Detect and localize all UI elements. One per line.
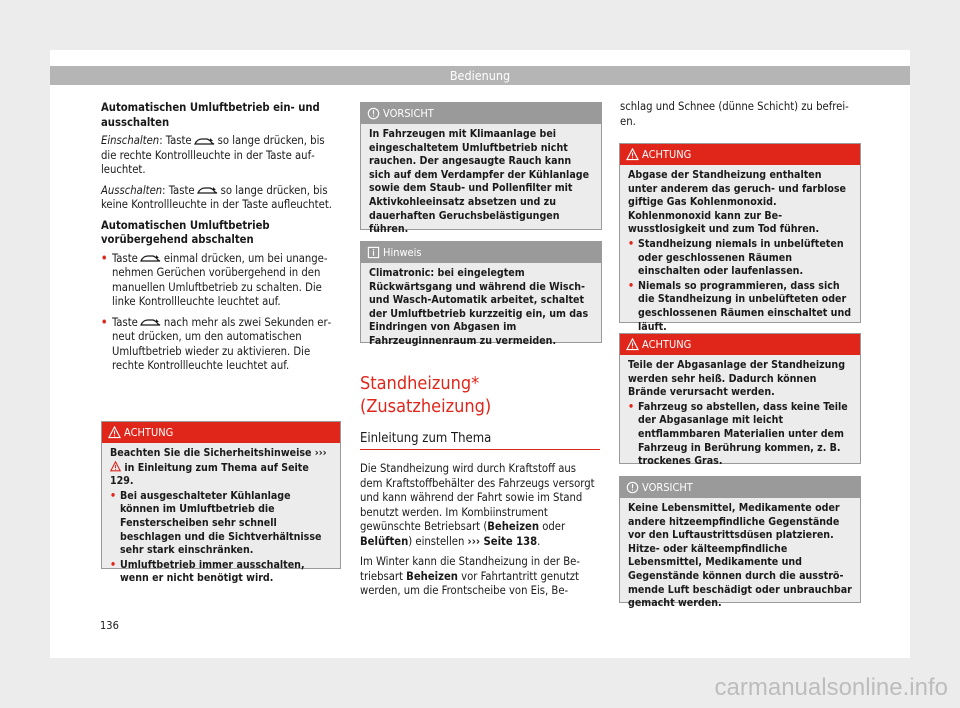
recirculation-car-icon bbox=[197, 186, 219, 195]
recirculation-car-icon bbox=[140, 318, 162, 327]
info-circle-icon bbox=[367, 107, 380, 120]
caution-text: Keine Lebensmittel, Medikamente oder andere hitzeempfindliche Gegenstände vor den Luftaustrittsdüsen platzieren. Hitze- oder kälteempfindliche Lebensmittel, Medikamente und Gegenstände können durch die ausströmende Luft beschädigt oder unbrauchbar gemacht werden. bbox=[628, 502, 852, 610]
warning-text: Abgase der Standheizung enthalten unter anderem das geruch- und farblose giftige Gas Kohlenmonoxid. Kohlenmonoxid kann zur Bewusstlosigkeit und zum Tod führen. bbox=[628, 169, 847, 236]
caution-header: VORSICHT bbox=[361, 103, 601, 124]
caution-text: In Fahrzeugen mit Klimaanlage bei eingeschaltetem Umluftbetrieb nicht rauchen. Der angesaugte Rauch kann sich auf dem Verdampfer der Kühlanlage sowie dem Staub- und Pollenfilter mit Aktivkohleeinsatz absetzen und zu dauerhaften Geruchsbelästigungen führen. bbox=[369, 128, 590, 236]
page-header: Bedienung bbox=[50, 66, 910, 85]
warning-box-carbon-monoxide bbox=[619, 143, 861, 333]
caution-box-food-medicine bbox=[619, 476, 861, 610]
section-subtitle: Einleitung zum Thema bbox=[360, 431, 492, 446]
warning-triangle-icon bbox=[110, 461, 121, 472]
warning-header: ACHTUNG bbox=[102, 422, 340, 443]
warning-triangle-icon bbox=[626, 148, 639, 161]
info-circle-icon bbox=[626, 481, 639, 494]
page-reference-link[interactable]: Einleitung zum Thema auf Seite 129 bbox=[110, 461, 309, 488]
watermark[interactable]: carmanualsonline.info bbox=[714, 674, 948, 701]
bullet-manual-recirculation: • Taste einmal drücken, um bei unangenehmen Gerüchen vorübergehend in den manuellen Umluftbetrieb zu schalten. Die linke Kontrollleuchte leuchtet auf. bbox=[101, 252, 341, 310]
warning-box-recirculation bbox=[101, 421, 341, 585]
page-number: 136 bbox=[100, 619, 119, 632]
paragraph-switch-on: Einschalten: Taste so lange drücken, bis die rechte Kontrollleuchte in der Taste aufleuchtet. bbox=[101, 134, 325, 176]
right-column-top bbox=[620, 100, 860, 135]
paragraph-winter: Im Winter kann die Standheizung in der Betriebsart Beheizen vor Fahrtantritt genutzt werden, um die Frontscheibe von Eis, Be- bbox=[360, 555, 580, 597]
paragraph-continued: schlag und Schnee (dünne Schicht) zu befreien. bbox=[620, 100, 849, 128]
warning-box-exhaust-hot bbox=[619, 333, 861, 468]
recirculation-car-icon bbox=[194, 137, 216, 146]
middle-column-body bbox=[360, 462, 600, 605]
note-text: Climatronic: bei eingelegtem Rückwärtsgang und während die Wisch- und Wasch-Automatik arbeitet, schaltet der Umluftbetrieb kurzzeitig ein, um das Eindringen von Abgasen im Fahrzeuginnenraum zu vermeiden. bbox=[369, 267, 589, 347]
warning-text: Teile der Abgasanlage der Standheizung werden sehr heiß. Dadurch können Brände verursacht werden. bbox=[628, 359, 846, 399]
warning-header: ACHTUNG bbox=[620, 334, 860, 355]
left-column bbox=[101, 101, 341, 380]
bullet-auto-recirculation: • Taste nach mehr als zwei Sekunden erneut drücken, um den automatischen Umluftbetrieb wieder zu aktivieren. Die rechte Kontrollleuchte leuchtet auf. bbox=[101, 316, 341, 374]
page-reference-link[interactable]: ››› Seite 138 bbox=[467, 534, 538, 548]
section-title: Standheizung* (Zusatzheizung) bbox=[360, 373, 492, 417]
divider bbox=[360, 449, 600, 450]
recirculation-car-icon bbox=[140, 254, 162, 263]
warning-triangle-icon bbox=[108, 426, 121, 439]
warning-text: Beachten Sie die Sicherheitshinweise ››› in Einleitung zum Thema auf Seite 129. bbox=[110, 447, 327, 488]
caution-header: VORSICHT bbox=[620, 477, 860, 498]
heading-temporary-off: Automatischen Umluftbetrieb vorübergehend abschalten bbox=[101, 218, 270, 246]
note-icon bbox=[367, 246, 380, 259]
warning-bullet: • Standheizung niemals in unbelüfteten oder geschlossenen Räumen einschalten oder laufenlassen. bbox=[628, 238, 852, 279]
warning-bullet: • Niemals so programmieren, dass sich die Standheizung in unbelüfteten oder geschlossenen Räumen einschaltet und läuft. bbox=[628, 280, 852, 334]
warning-bullet: • Umluftbetrieb immer ausschalten, wenn er nicht benötigt wird. bbox=[110, 559, 332, 586]
caution-box-smoking bbox=[360, 102, 602, 236]
note-header: Hinweis bbox=[361, 242, 601, 263]
warning-bullet: • Fahrzeug so abstellen, dass keine Teile der Abgasanlage mit leicht entflammbaren Materialien unter dem Fahrzeug in Berührung kommen, z. B. trockenes Gras. bbox=[628, 401, 852, 469]
paragraph-switch-off: Ausschalten: Taste so lange drücken, bis keine Kontrollleuchte in der Taste aufleuchtet. bbox=[101, 183, 332, 211]
warning-bullet: • Bei ausgeschalteter Kühlanlage können im Umluftbetrieb die Fensterscheiben sehr schnell beschlagen und die Sichtverhältnisse sehr stark einschränken. bbox=[110, 490, 332, 558]
warning-header: ACHTUNG bbox=[620, 144, 860, 165]
heading-recirculation-on-off: Automatischen Umluftbetrieb ein- und ausschalten bbox=[101, 101, 320, 129]
paragraph-intro: Die Standheizung wird durch Kraftstoff aus dem Kraftstoffbehälter des Fahrzeugs versorgt und kann während der Fahrt sowie im Stand benutzt werden. Im Kombiinstrument gewünschte Betriebsart (Beheizen oder Belüften) einstellen ››› Seite 138. bbox=[360, 462, 595, 548]
warning-triangle-icon bbox=[626, 338, 639, 351]
note-box-climatronic bbox=[360, 241, 602, 347]
